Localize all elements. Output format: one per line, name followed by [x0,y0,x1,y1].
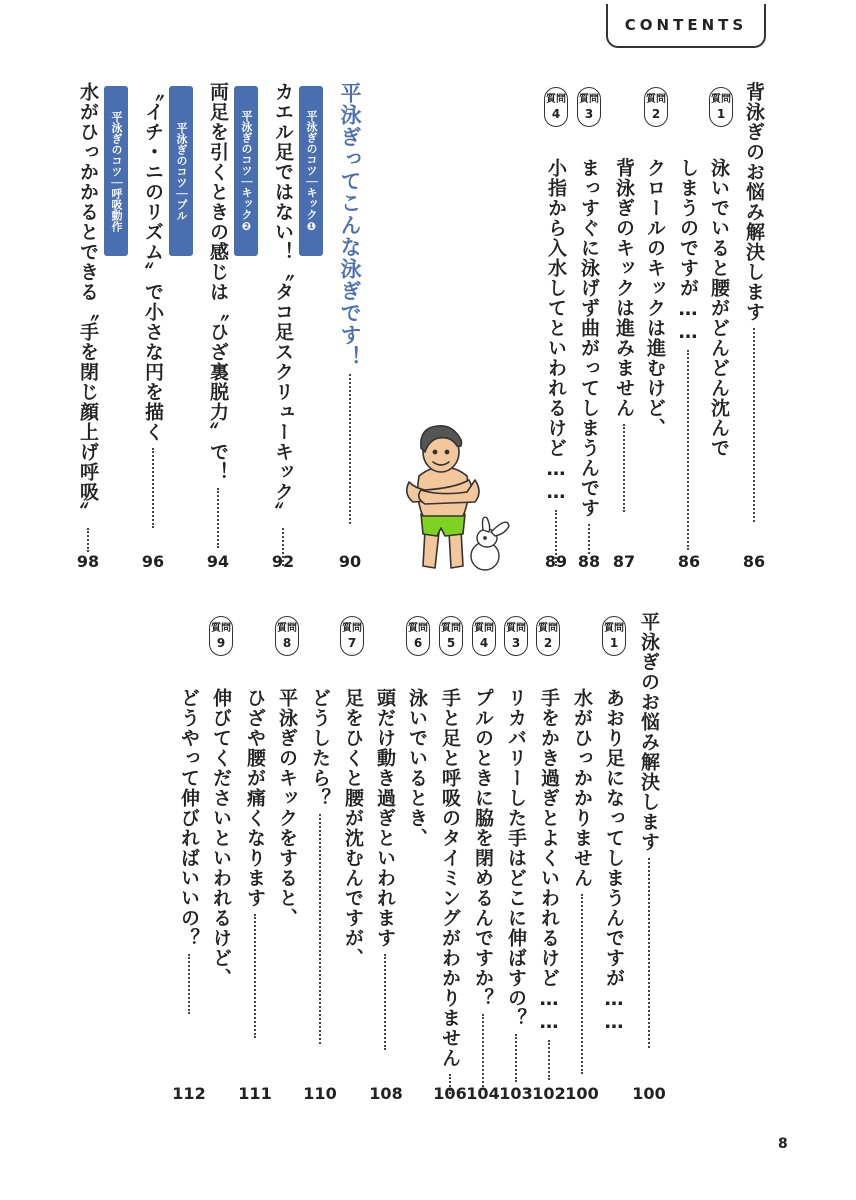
toc-entry-q1-line1[interactable]: 泳いでいると腰がどんどん沈んで [708,158,730,458]
page-ref: 94 [206,552,230,571]
toc-entry-bq8-line2[interactable]: ひざや腰が痛くなります [242,688,268,1038]
leader-dots [188,954,190,1014]
toc-entry-bq9-line1[interactable]: 伸びてくださいといわれるけど、 [210,688,232,988]
page-ref: 112 [172,1084,206,1103]
leader-dots [623,424,625,512]
toc-entry-bq1-line1[interactable]: あおり足になってしまうんですが…… [603,688,625,1034]
page-ref: 102 [532,1084,566,1103]
page-ref: 108 [369,1084,403,1103]
toc-entry-q2-line2[interactable]: 背泳ぎのキックは進みません [611,158,637,512]
leader-dots [87,528,89,552]
question-badge: 質問 3 [577,87,601,127]
page-ref: 104 [466,1084,500,1103]
leader-dots [152,448,154,528]
question-badge: 質問 1 [709,87,733,127]
page-ref: 86 [742,552,766,571]
question-badge: 質問 4 [544,87,568,127]
toc-entry-q2-line1[interactable]: クロールのキックは進むけど、 [644,158,666,438]
question-badge: 質問 5 [439,616,463,656]
toc-entry-tip-pull[interactable]: 〝イチ・ニのリズム〟で小さな円を描く [140,82,166,528]
toc-entry-bq1-line2[interactable]: 水がひっかかりません [569,688,595,1074]
tip-tag: 平泳ぎのコツ｜呼吸動作 [104,86,128,256]
page-ref: 106 [433,1084,467,1103]
leader-dots [349,374,351,524]
toc-entry-bq3[interactable]: リカバリーした手はどこに伸ばすの？ [503,688,529,1082]
leader-dots [254,914,256,1038]
toc-entry-bq8-line1[interactable]: 平泳ぎのキックをすると、 [276,688,298,928]
leader-dots [217,488,219,548]
page-ref: 100 [565,1084,599,1103]
toc-entry-bq9-line2[interactable]: どうやって伸びればいいの？ [176,688,202,1014]
leader-dots [515,1034,517,1082]
page-ref: 86 [677,552,701,571]
toc-entry-tip-kick2[interactable]: 両足を引くときの感じは〝ひざ裏脱力〟で！ [205,82,231,548]
question-badge: 質問 2 [644,87,668,127]
toc-entry-tip-breathing[interactable]: 水がひっかかるとできる〝手を閉じ顔上げ呼吸〟 [75,82,101,552]
leader-dots [588,524,590,554]
tip-tag: 平泳ぎのコツ｜プル [169,86,193,256]
breaststroke-qa-heading: 平泳ぎのお悩み解決します [636,612,662,1048]
page-ref: 89 [544,552,568,571]
toc-entry-bq6-line1[interactable]: 泳いでいるとき、 [406,688,428,848]
page-ref: 92 [271,552,295,571]
leader-dots [581,894,583,1074]
tip-tag: 平泳ぎのコツ｜キック❷ [234,86,258,256]
contents-header: CONTENTS [606,4,766,48]
leader-dots [687,350,689,550]
leader-dots [648,858,650,1048]
toc-entry-bq6-line2[interactable]: 頭だけ動き過ぎといわれます [372,688,398,1050]
toc-entry-bq5[interactable]: 手と足と呼吸のタイミングがわかりません [437,688,463,1094]
leader-dots [753,328,755,522]
leader-dots [319,814,321,1044]
page-ref: 111 [238,1084,272,1103]
page-ref: 88 [577,552,601,571]
question-badge: 質問 9 [209,616,233,656]
question-badge: 質問 6 [406,616,430,656]
page-ref: 87 [612,552,636,571]
page-ref: 90 [338,552,362,571]
toc-entry-bq2[interactable]: 手をかき過ぎとよくいわれるけど…… [536,688,562,1080]
leader-dots [384,954,386,1050]
page-ref: 110 [303,1084,337,1103]
toc-entry-q4[interactable]: 小指から入水してといわれるけど…… [543,158,569,566]
question-badge: 質問 1 [602,616,626,656]
tip-tag: 平泳ぎのコツ｜キック❶ [299,86,323,256]
toc-entry-bq4[interactable]: プルのときに脇を閉めるんですか？ [470,688,496,1090]
question-badge: 質問 8 [275,616,299,656]
swimmer-illustration [395,418,515,578]
toc-entry-q1-line2[interactable]: しまうのですが…… [675,158,701,550]
page-number: 8 [778,1136,788,1152]
question-badge: 質問 4 [472,616,496,656]
page-ref: 100 [632,1084,666,1103]
question-badge: 質問 2 [536,616,560,656]
toc-entry-tip-kick1[interactable]: カエル足ではない！〝タコ足スクリューキック〟 [270,82,296,566]
page-ref: 103 [499,1084,533,1103]
leader-dots [482,1014,484,1090]
backstroke-heading [741,82,767,522]
question-badge: 質問 7 [340,616,364,656]
leader-dots [548,1040,550,1080]
page-ref: 96 [141,552,165,571]
toc-entry-bq7-line2[interactable]: どうしたら？ [307,688,333,1044]
toc-entry-bq7-line1[interactable]: 足をひくと腰が沈むんですが、 [342,688,364,968]
breaststroke-intro-heading: 平泳ぎってこんな泳ぎです！ [337,82,363,524]
page-ref: 98 [76,552,100,571]
backstroke-heading-text: 背泳ぎのお悩み解決します [743,82,765,322]
question-badge: 質問 3 [504,616,528,656]
toc-entry-q3[interactable]: まっすぐに泳げず曲がってしまうんです [576,158,602,554]
